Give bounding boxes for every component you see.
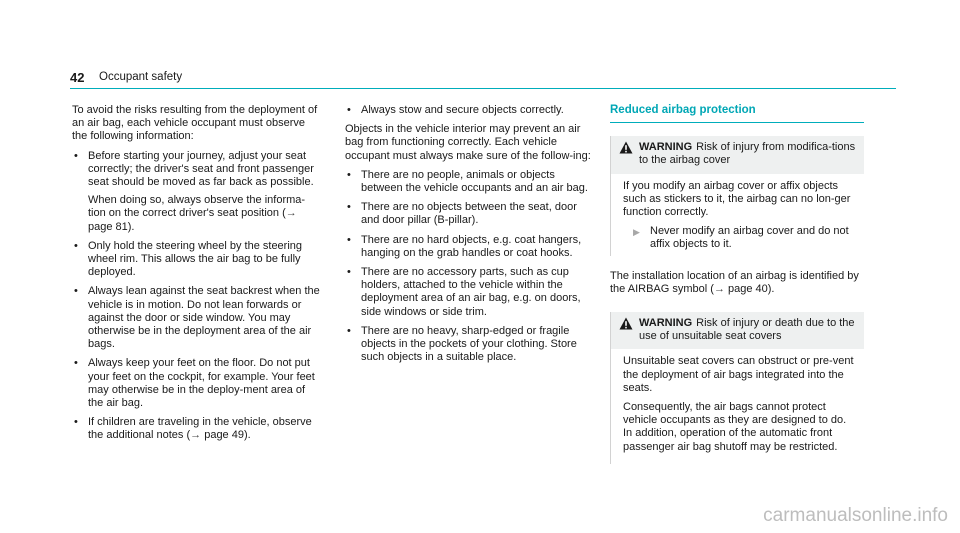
arrow-icon: → xyxy=(713,282,725,295)
instruction-step: ▶ Never modify an airbag cover and do not affix objects to it. xyxy=(633,225,849,251)
warning-body: If you modify an airbag cover or affix objects such as stickers to it, the airbag can no lon-ger function correctly. ▶ Never modify an airbag cover and do not affix objects to it. xyxy=(611,174,864,256)
warning-title: Risk of injury from modifica-tions to the airbag cover xyxy=(639,141,856,167)
page-reference-link[interactable]: page 81 xyxy=(88,220,128,233)
page-reference-link[interactable]: page 49 xyxy=(204,429,244,442)
warning-label: WARNING xyxy=(639,141,693,154)
precaution-list xyxy=(72,150,322,443)
warning-box xyxy=(610,136,864,255)
list-item: • There are no hard objects, e.g. coat hangers, hanging on the grab handles or coat hooks. xyxy=(347,233,582,259)
section-title: Reduced airbag protection xyxy=(610,104,864,123)
objects-paragraph: Objects in the vehicle interior may prevent an air bag from functioning correctly. Each vehicle occupant must always make sure of the follow-ing: xyxy=(345,123,591,162)
list-item: • If children are traveling in the vehicle, observe the additional notes (→ page 49). xyxy=(74,416,312,442)
page-reference-link[interactable]: page 40 xyxy=(728,282,768,295)
column-middle xyxy=(345,104,595,370)
list-item: • There are no heavy, sharp-edged or fragile objects in the pockets of your clothing. Store such objects in a suitable place. xyxy=(347,324,577,364)
list-item: • There are no accessory parts, such as cup holders, attached to the vehicle within the deployment area of an air bag, e.g. on doors, side windows or side trim. xyxy=(347,266,581,318)
list-item: • There are no people, animals or objects between the vehicle occupants and an air bag. xyxy=(347,168,588,195)
warning-triangle-icon xyxy=(619,317,633,330)
bullet-icon: • xyxy=(74,357,78,370)
warning-label: WARNING xyxy=(639,317,693,330)
arrow-icon: → xyxy=(190,429,202,442)
bullet-icon: • xyxy=(74,149,78,162)
page-number: 42 xyxy=(70,70,85,85)
watermark: carmanualsonline.info xyxy=(763,505,948,526)
arrow-icon: → xyxy=(285,207,297,220)
warning-header xyxy=(611,136,864,173)
column-right xyxy=(610,104,864,478)
bullet-icon: • xyxy=(74,285,78,298)
bullet-icon: • xyxy=(347,324,351,337)
warning-title: Risk of injury or death due to the use of unsuitable seat covers xyxy=(639,317,855,343)
triangle-right-icon: ▶ xyxy=(633,227,640,238)
column-left xyxy=(72,104,322,449)
list-item: • Always keep your feet on the floor. Do not put your feet on the cockpit, for example. Your feet may otherwise be in the deploy-ment area of the air bag. xyxy=(74,357,315,410)
warning-header xyxy=(611,312,864,349)
page-header xyxy=(70,66,896,89)
bullet-icon: • xyxy=(347,233,351,246)
header-title: Occupant safety xyxy=(99,71,183,83)
bullet-icon: • xyxy=(347,201,351,214)
list-item: • Always lean against the seat backrest when the vehicle is in motion. Do not lean forwards or against the door or side window. You may otherwise be in the deployment area of the air bags. xyxy=(74,285,320,351)
bullet-icon: • xyxy=(347,168,351,181)
list-item: • There are no objects between the seat, door and door pillar (B-pillar). xyxy=(347,201,577,227)
sub-note: When doing so, always observe the informa-tion on the correct driver's seat position (→ page 81). xyxy=(88,194,306,233)
bullet-icon: • xyxy=(74,416,78,429)
bullet-icon: • xyxy=(347,266,351,279)
list-item: • Before starting your journey, adjust your seat correctly; the driver's seat and front passenger seat should be moved as far back as possible. When doing so, always observe the informa-tion on the correct driver's seat position (→ page 81). xyxy=(72,150,322,234)
warning-triangle-icon xyxy=(619,141,633,154)
bullet-icon: • xyxy=(74,239,78,252)
warning-box xyxy=(610,312,864,464)
checklist xyxy=(345,169,595,365)
warning-body: Unsuitable seat covers can obstruct or pre-vent the deployment of air bags integrated into the seats. Consequently, the air bags cannot protect vehicle occupants as they are designed to do. In addition, operation of the automatic front passenger air bag shutoff may be restricted. xyxy=(623,355,854,453)
airbag-location-paragraph: The installation location of an airbag is identified by the AIRBAG symbol (→ page 40). xyxy=(610,269,859,295)
list-item: • Always stow and secure objects correctly. xyxy=(347,104,564,116)
bullet-icon: • xyxy=(347,104,351,116)
list-item: • Only hold the steering wheel by the steering wheel rim. This allows the air bag to be fully deployed. xyxy=(74,239,303,279)
intro-paragraph: To avoid the risks resulting from the deployment of an air bag, each vehicle occupant must observe the following information: xyxy=(72,104,318,143)
